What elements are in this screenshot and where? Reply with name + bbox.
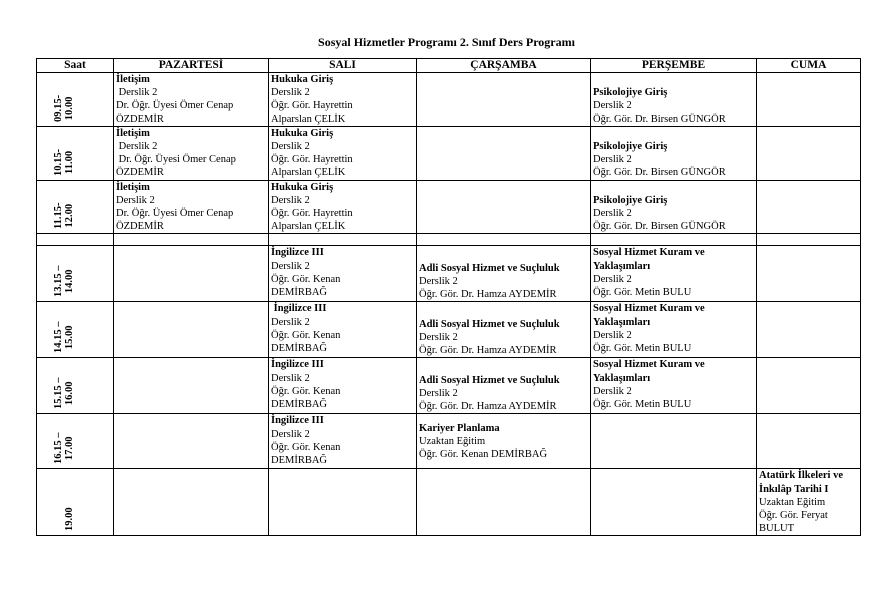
room: Derslik 2: [419, 332, 458, 344]
teacher: Öğr. Gör. Kenan: [271, 441, 341, 453]
course-name: Yaklaşımları: [593, 316, 651, 328]
time-cell: [37, 180, 114, 234]
teacher: Öğr. Gör. Dr. Birsen GÜNGÖR: [593, 221, 726, 233]
course-cell: [591, 180, 757, 234]
course-name: Hukuka Giriş: [271, 127, 334, 139]
course-cell: [114, 180, 269, 234]
room: Derslik 2: [593, 273, 632, 285]
time-end: 14.00: [64, 269, 75, 294]
teacher: Öğr. Gör. Metin BULU: [593, 399, 692, 411]
table-row: [37, 180, 861, 234]
time-cell: [37, 358, 114, 414]
room: Derslik 2: [271, 260, 310, 272]
teacher: Öğr. Gör. Kenan: [271, 385, 341, 397]
course-cell: [417, 246, 591, 302]
teacher: Alparslan ÇELİK: [271, 221, 346, 233]
room: Derslik 2: [593, 100, 632, 112]
course-name: Sosyal Hizmet Kuram ve: [593, 303, 705, 315]
empty-cell: [757, 358, 861, 414]
teacher: Alparslan ÇELİK: [271, 113, 346, 125]
course-name: Sosyal Hizmet Kuram ve: [593, 359, 705, 371]
room: Uzaktan Eğitim: [419, 435, 486, 447]
table-row: [37, 414, 861, 469]
teacher: Dr. Öğr. Üyesi Ömer Cenap: [116, 154, 236, 166]
teacher: DEMİRBAĞ: [271, 399, 328, 411]
course-name: İletişim: [116, 74, 150, 85]
course-name: Adli Sosyal Hizmet ve Suçluluk: [419, 262, 560, 274]
header-thursday: PERŞEMBE: [591, 59, 757, 73]
empty-cell: [114, 469, 269, 536]
course-name: Hukuka Giriş: [271, 74, 334, 85]
table-row: [37, 126, 861, 180]
course-name: Adli Sosyal Hizmet ve Suçluluk: [419, 374, 560, 386]
empty-cell: [757, 246, 861, 302]
teacher: Öğr. Gör. Hayrettin: [271, 100, 353, 112]
room: Derslik 2: [593, 385, 632, 397]
course-name: Hukuka Giriş: [271, 181, 334, 193]
course-name: İngilizce III: [271, 247, 324, 259]
table-row: [37, 469, 861, 536]
teacher: Öğr. Gör. Kenan DEMİRBAĞ: [419, 449, 548, 461]
time-start: 14.15 –: [53, 321, 64, 354]
time-cell: [37, 73, 114, 127]
course-cell: [591, 126, 757, 180]
course-name: İngilizce III: [271, 359, 324, 371]
header-monday: PAZARTESİ: [114, 59, 269, 73]
room: Derslik 2: [271, 372, 310, 384]
empty-cell: [114, 358, 269, 414]
break-row: [37, 234, 861, 246]
time-cell: [37, 414, 114, 469]
empty-cell: [757, 73, 861, 127]
time-end: 10.00: [64, 96, 75, 121]
time-end: 17.00: [64, 436, 75, 461]
room: Derslik 2: [419, 276, 458, 288]
empty-cell: [37, 234, 114, 246]
course-name: Psikolojiye Giriş: [593, 141, 668, 153]
header-wednesday: ÇARŞAMBA: [417, 59, 591, 73]
time-end: 12.00: [64, 204, 75, 228]
time-cell: [37, 246, 114, 302]
teacher: Öğr. Gör. Kenan: [271, 273, 341, 285]
time-start: 16.15 –: [53, 432, 64, 465]
time-start: 15.15 –: [53, 377, 64, 410]
course-cell: [269, 246, 417, 302]
room: Derslik 2: [271, 194, 310, 206]
course-cell: [591, 246, 757, 302]
header-time: Saat: [37, 59, 114, 73]
room: Derslik 2: [419, 388, 458, 400]
course-name: Adli Sosyal Hizmet ve Suçluluk: [419, 318, 560, 330]
time-start: 11.15-: [53, 202, 64, 230]
teacher: BULUT: [759, 523, 794, 535]
course-name: İletişim: [116, 181, 150, 193]
teacher: Öğr. Gör. Metin BULU: [593, 287, 692, 299]
empty-cell: [417, 469, 591, 536]
empty-cell: [114, 414, 269, 469]
empty-cell: [591, 234, 757, 246]
header-tuesday: SALI: [269, 59, 417, 73]
empty-cell: [757, 414, 861, 469]
room: Derslik 2: [116, 141, 158, 153]
empty-cell: [591, 414, 757, 469]
time-end: 11.00: [64, 150, 75, 174]
empty-cell: [114, 234, 269, 246]
header-friday: CUMA: [757, 59, 861, 73]
course-cell: [591, 73, 757, 127]
room: Derslik 2: [116, 194, 155, 206]
empty-cell: [114, 246, 269, 302]
teacher: DEMİRBAĞ: [271, 287, 328, 299]
teacher: ÖZDEMİR: [116, 113, 164, 125]
course-cell: [757, 469, 861, 536]
room: Derslik 2: [271, 87, 310, 99]
course-cell: [591, 302, 757, 358]
room: Derslik 2: [593, 208, 632, 220]
empty-cell: [417, 73, 591, 127]
teacher: Alparslan ÇELİK: [271, 167, 346, 179]
teacher: Öğr. Gör. Dr. Hamza AYDEMİR: [419, 345, 557, 357]
time-cell: [37, 302, 114, 358]
empty-cell: [114, 302, 269, 358]
table-row: [37, 358, 861, 414]
empty-cell: [757, 126, 861, 180]
course-cell: [269, 126, 417, 180]
course-cell: [269, 358, 417, 414]
empty-cell: [417, 234, 591, 246]
empty-cell: [757, 234, 861, 246]
table-row: [37, 246, 861, 302]
course-cell: [417, 414, 591, 469]
time-cell: [37, 126, 114, 180]
course-cell: [591, 358, 757, 414]
course-name: Sosyal Hizmet Kuram ve: [593, 247, 705, 259]
time-end: 15.00: [64, 325, 75, 350]
table-row: [37, 73, 861, 127]
course-cell: [417, 358, 591, 414]
teacher: Öğr. Gör. Dr. Birsen GÜNGÖR: [593, 113, 726, 125]
header-row: [37, 59, 861, 73]
room: Uzaktan Eğitim: [759, 496, 826, 508]
course-name: Yaklaşımları: [593, 260, 651, 272]
schedule-table: [36, 58, 861, 536]
room: Derslik 2: [593, 329, 632, 341]
time-cell: [37, 469, 114, 536]
course-cell: [269, 414, 417, 469]
course-name: İnkılâp Tarihi I: [759, 483, 829, 495]
empty-cell: [417, 180, 591, 234]
teacher: Öğr. Gör. Hayrettin: [271, 154, 353, 166]
course-cell: [417, 302, 591, 358]
empty-cell: [757, 180, 861, 234]
course-name: İngilizce III: [271, 415, 324, 427]
time-start: 13.15 –: [53, 265, 64, 298]
course-name: Yaklaşımları: [593, 372, 651, 384]
teacher: ÖZDEMİR: [116, 221, 164, 233]
teacher: Öğr. Gör. Kenan: [271, 329, 341, 341]
teacher: DEMİRBAĞ: [271, 455, 328, 467]
empty-cell: [591, 469, 757, 536]
course-cell: [114, 126, 269, 180]
teacher: Öğr. Gör. Dr. Hamza AYDEMİR: [419, 401, 557, 413]
teacher: Öğr. Gör. Dr. Birsen GÜNGÖR: [593, 167, 726, 179]
teacher: Öğr. Gör. Metin BULU: [593, 343, 692, 355]
teacher: ÖZDEMİR: [116, 167, 164, 179]
room: Derslik 2: [271, 316, 310, 328]
course-name: Atatürk İlkeleri ve: [759, 470, 843, 482]
empty-cell: [417, 126, 591, 180]
room: Derslik 2: [116, 87, 158, 99]
course-name: Psikolojiye Giriş: [593, 194, 668, 206]
table-row: [37, 302, 861, 358]
teacher: DEMİRBAĞ: [271, 343, 328, 355]
room: Derslik 2: [271, 428, 310, 440]
room: Derslik 2: [271, 141, 310, 153]
course-cell: [269, 73, 417, 127]
empty-cell: [269, 234, 417, 246]
empty-cell: [757, 302, 861, 358]
room: Derslik 2: [593, 154, 632, 166]
course-cell: [269, 302, 417, 358]
course-name: Psikolojiye Giriş: [593, 87, 668, 99]
teacher: Öğr. Gör. Dr. Hamza AYDEMİR: [419, 289, 557, 301]
empty-cell: [269, 469, 417, 536]
course-name: Kariyer Planlama: [419, 422, 500, 434]
time-start: 10.15-: [53, 148, 64, 176]
page-title: Sosyal Hizmetler Programı 2. Sınıf Ders Programı: [318, 35, 575, 49]
course-cell: [269, 180, 417, 234]
teacher: Dr. Öğr. Üyesi Ömer Cenap: [116, 100, 234, 112]
time-end: 16.00: [64, 381, 75, 406]
course-name: İngilizce III: [271, 303, 327, 315]
time-end: 19.00: [64, 507, 75, 532]
time-start: 09.15-: [53, 94, 64, 122]
teacher: Öğr. Gör. Feryat: [759, 510, 828, 522]
teacher: Dr. Öğr. Üyesi Ömer Cenap: [116, 208, 234, 220]
course-cell: [114, 73, 269, 127]
course-name: İletişim: [116, 127, 150, 139]
teacher: Öğr. Gör. Hayrettin: [271, 208, 353, 220]
